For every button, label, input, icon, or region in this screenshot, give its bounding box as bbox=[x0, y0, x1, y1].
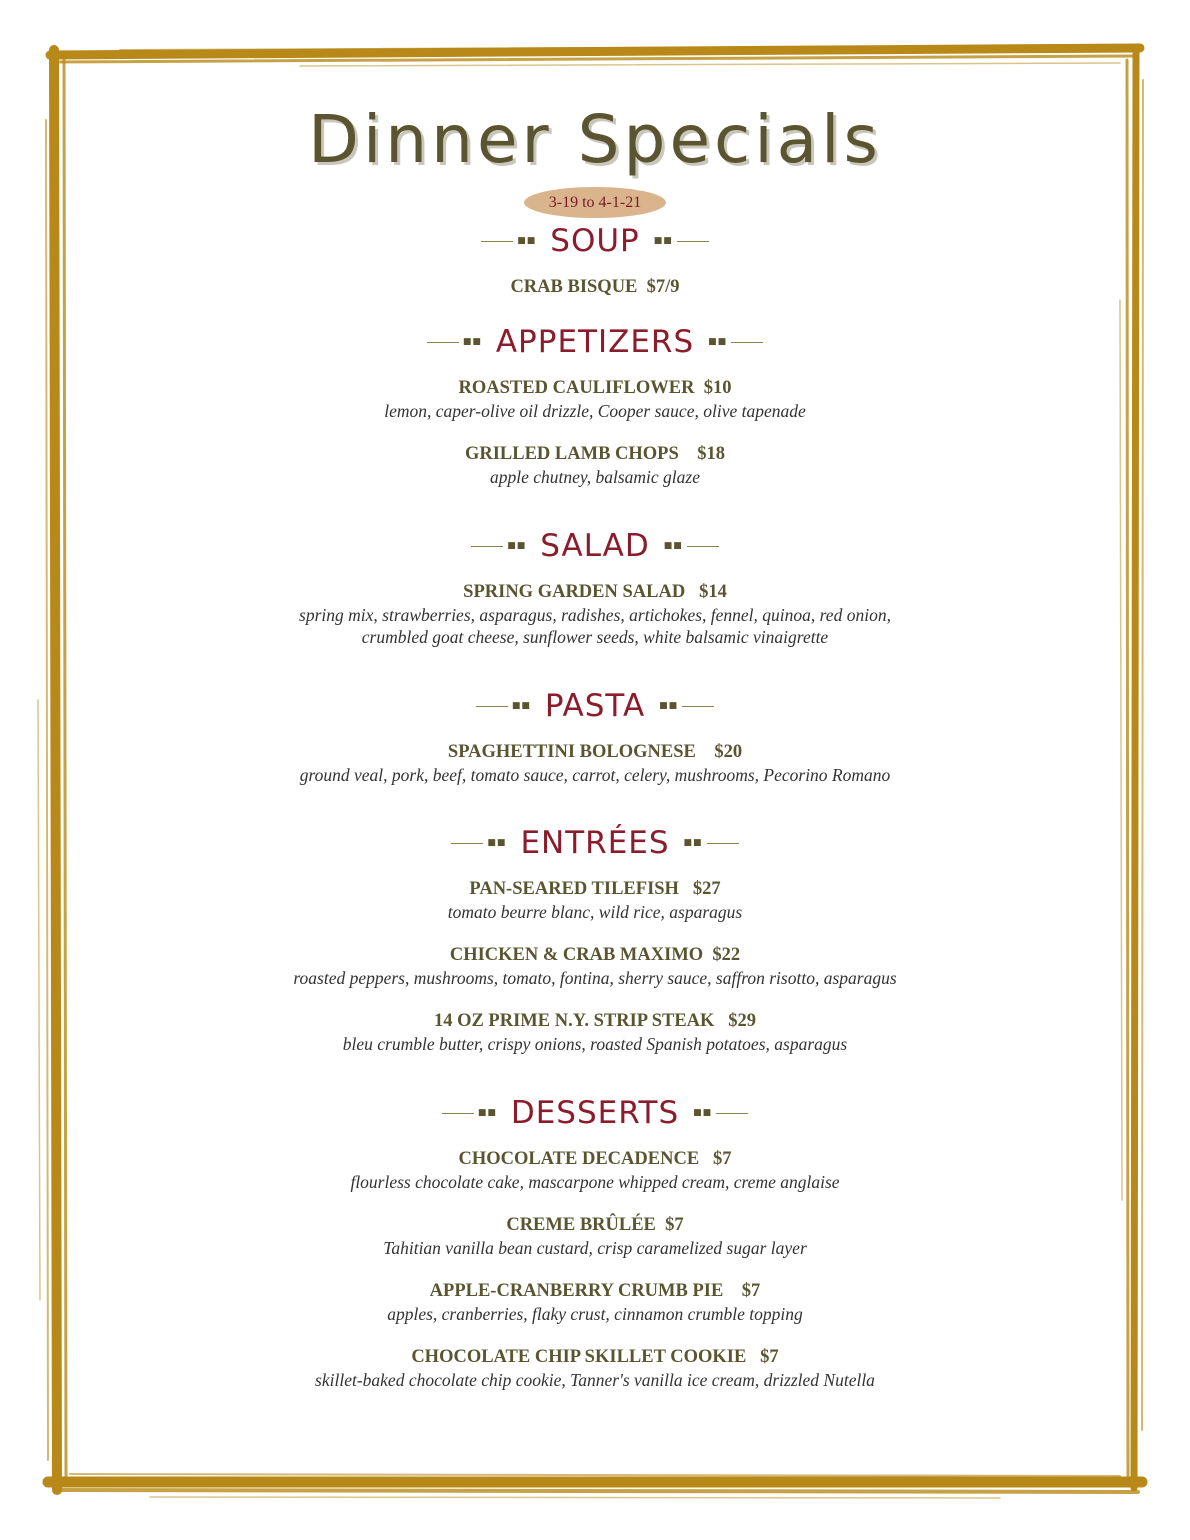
ornament-squares-icon: ■■ bbox=[708, 337, 728, 347]
menu-item bbox=[0, 580, 1190, 648]
menu-item bbox=[0, 1009, 1190, 1055]
date-range-badge: 3-19 to 4-1-21 bbox=[524, 187, 666, 218]
divider-line bbox=[731, 342, 763, 343]
ornament-squares-icon: ■■ bbox=[507, 541, 527, 551]
item-name: GRILLED LAMB CHOPS $18 bbox=[464, 444, 726, 464]
item-description: apples, cranberries, flaky crust, cinnamon crumble topping bbox=[387, 1304, 803, 1324]
divider-line bbox=[442, 1113, 474, 1114]
menu-item bbox=[0, 877, 1190, 923]
divider-line bbox=[451, 843, 483, 844]
item-description: ground veal, pork, beef, tomato sauce, carrot, celery, mushrooms, Pecorino Romano bbox=[299, 765, 891, 785]
section-title: DESSERTS bbox=[510, 1095, 680, 1131]
divider-line bbox=[682, 706, 714, 707]
divider-line bbox=[707, 843, 739, 844]
section-soup bbox=[0, 221, 1190, 299]
section-appetizers bbox=[0, 322, 1190, 488]
menu-item bbox=[0, 1345, 1190, 1391]
menu-title: Dinner Specials bbox=[308, 101, 882, 178]
ornament-squares-icon: ■■ bbox=[517, 236, 537, 246]
section-title: ENTRÉES bbox=[520, 825, 670, 861]
item-description: lemon, caper-olive oil drizzle, Cooper sauce, olive tapenade bbox=[384, 401, 806, 421]
section-title: SALAD bbox=[540, 528, 650, 564]
item-name: CHOCOLATE DECADENCE $7 bbox=[458, 1149, 732, 1169]
section-salad bbox=[0, 526, 1190, 648]
section-title: PASTA bbox=[544, 688, 646, 724]
menu-item bbox=[0, 275, 1190, 299]
ornament-squares-icon: ■■ bbox=[487, 838, 507, 848]
section-heading bbox=[0, 322, 1190, 362]
menu-item bbox=[0, 740, 1190, 786]
item-description: apple chutney, balsamic glaze bbox=[490, 467, 700, 487]
ornament-squares-icon: ■■ bbox=[683, 838, 703, 848]
section-heading bbox=[0, 526, 1190, 566]
item-name: CREME BRÛLÉE $7 bbox=[506, 1215, 684, 1235]
item-name: SPAGHETTINI BOLOGNESE $20 bbox=[447, 742, 743, 762]
divider-line bbox=[677, 241, 709, 242]
divider-line bbox=[481, 241, 513, 242]
ornament-squares-icon: ■■ bbox=[693, 1108, 713, 1118]
section-heading bbox=[0, 1093, 1190, 1133]
section-title: APPETIZERS bbox=[495, 324, 695, 360]
divider-line bbox=[687, 546, 719, 547]
divider-line bbox=[471, 546, 503, 547]
item-name: PAN-SEARED TILEFISH $27 bbox=[469, 879, 721, 899]
item-description: spring mix, strawberries, asparagus, radishes, artichokes, fennel, quinoa, red onion, bbox=[299, 605, 891, 625]
item-description: flourless chocolate cake, mascarpone whipped cream, creme anglaise bbox=[350, 1172, 840, 1192]
menu-item bbox=[0, 943, 1190, 989]
section-entrees bbox=[0, 823, 1190, 1055]
ornament-squares-icon: ■■ bbox=[663, 541, 683, 551]
menu-item bbox=[0, 1213, 1190, 1259]
item-name: ROASTED CAULIFLOWER $10 bbox=[458, 378, 732, 398]
section-heading bbox=[0, 686, 1190, 726]
item-name: 14 OZ PRIME N.Y. STRIP STEAK $29 bbox=[433, 1011, 757, 1031]
item-description: crumbled goat cheese, sunflower seeds, white balsamic vinaigrette bbox=[361, 627, 829, 647]
menu-item bbox=[0, 1279, 1190, 1325]
divider-line bbox=[716, 1113, 748, 1114]
divider-line bbox=[427, 342, 459, 343]
item-description: skillet-baked chocolate chip cookie, Tanner's vanilla ice cream, drizzled Nutella bbox=[315, 1370, 875, 1390]
section-heading bbox=[0, 221, 1190, 261]
item-name: CRAB BISQUE $7/9 bbox=[510, 277, 680, 297]
item-name: CHICKEN & CRAB MAXIMO $22 bbox=[449, 945, 741, 965]
divider-line bbox=[476, 706, 508, 707]
ornament-squares-icon: ■■ bbox=[462, 337, 482, 347]
ornament-squares-icon: ■■ bbox=[653, 236, 673, 246]
menu-item bbox=[0, 442, 1190, 488]
section-heading bbox=[0, 823, 1190, 863]
menu-item bbox=[0, 376, 1190, 422]
ornament-squares-icon: ■■ bbox=[511, 701, 531, 711]
section-pasta bbox=[0, 686, 1190, 786]
section-desserts bbox=[0, 1093, 1190, 1391]
item-description: Tahitian vanilla bean custard, crisp caramelized sugar layer bbox=[383, 1238, 807, 1258]
section-title: SOUP bbox=[550, 223, 640, 259]
item-name: SPRING GARDEN SALAD $14 bbox=[463, 582, 727, 602]
item-description: roasted peppers, mushrooms, tomato, fontina, sherry sauce, saffron risotto, asparagus bbox=[293, 968, 897, 988]
ornament-squares-icon: ■■ bbox=[659, 701, 679, 711]
ornament-squares-icon: ■■ bbox=[477, 1108, 497, 1118]
item-name: CHOCOLATE CHIP SKILLET COOKIE $7 bbox=[411, 1347, 779, 1367]
menu-item bbox=[0, 1147, 1190, 1193]
item-description: bleu crumble butter, crispy onions, roasted Spanish potatoes, asparagus bbox=[342, 1034, 848, 1054]
item-name: APPLE-CRANBERRY CRUMB PIE $7 bbox=[429, 1281, 761, 1301]
item-description: tomato beurre blanc, wild rice, asparagus bbox=[447, 902, 743, 922]
